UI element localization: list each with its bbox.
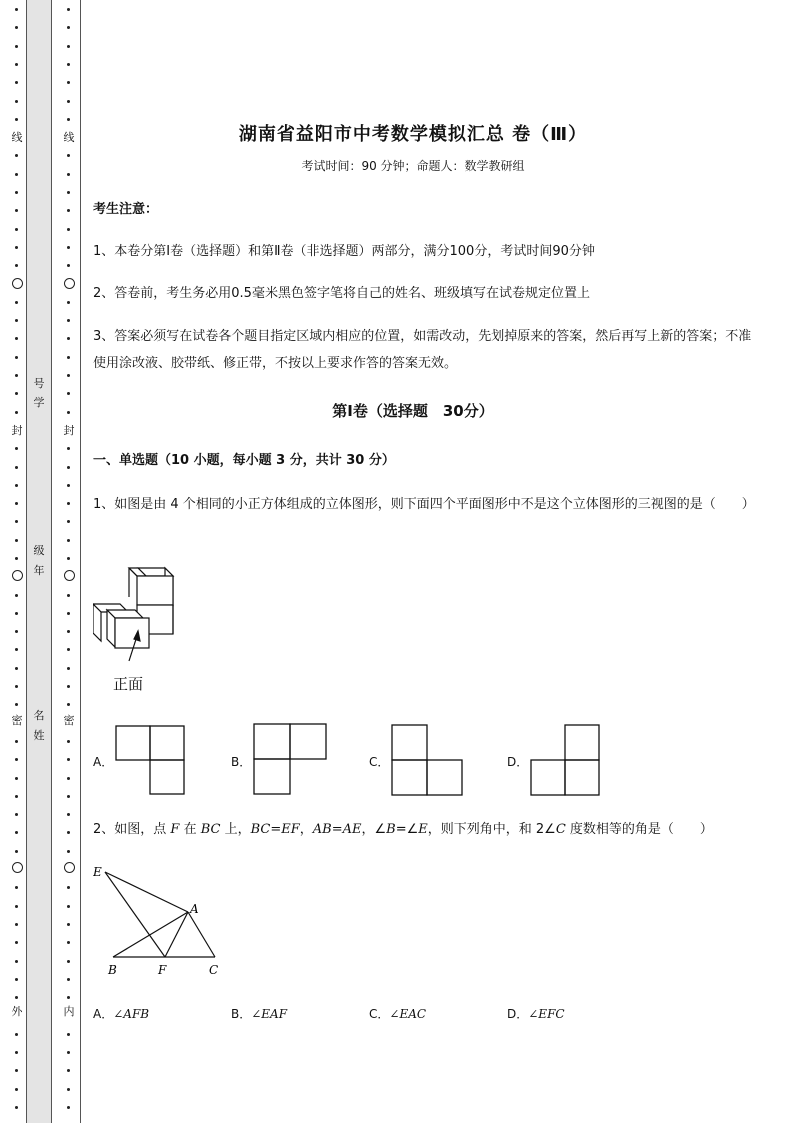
seal-dot: [15, 356, 18, 359]
notice-item: 1、本卷分第Ⅰ卷（选择题）和第Ⅱ卷（非选择题）两部分，满分100分，考试时间90分钟: [93, 244, 595, 259]
seal-dot: [15, 173, 18, 176]
notice-heading: 考生注意：: [93, 202, 159, 217]
part-heading: 一、单选题（10 小题，每小题 3 分，共计 30 分）: [93, 453, 395, 468]
seal-dot: [15, 447, 18, 450]
seal-dot: [67, 703, 70, 706]
option-angle: ∠AFB: [113, 1007, 150, 1021]
binding-gutter: [0, 0, 82, 1123]
option-angle: ∠EAF: [251, 1007, 288, 1021]
seal-dot: [67, 1051, 70, 1054]
seal-dot: [15, 26, 18, 29]
seal-dot: [15, 1051, 18, 1054]
page-title: 湖南省益阳市中考数学模拟汇总 卷（Ⅲ）: [238, 124, 588, 145]
field-label: 级: [33, 544, 45, 557]
seal-dot: [15, 264, 18, 267]
seal-dot: [67, 337, 70, 340]
seal-dot: [67, 1069, 70, 1072]
seal-dot: [15, 960, 18, 963]
seal-dot: [67, 996, 70, 999]
q1-option-b-label[interactable]: B．: [231, 755, 252, 769]
seal-dot: [67, 612, 70, 615]
seal-dot: [67, 795, 70, 798]
seal-dot: [67, 539, 70, 542]
seal-dot: [15, 630, 18, 633]
seal-dot: [67, 905, 70, 908]
seal-dot: [15, 557, 18, 560]
seal-dot: [15, 740, 18, 743]
seal-dot: [15, 831, 18, 834]
seal-circle: [12, 278, 23, 289]
seal-dot: [15, 484, 18, 487]
seal-dot: [67, 978, 70, 981]
option-angle: ∠EAC: [389, 1007, 427, 1021]
exam-subtitle: 考试时间：90 分钟；命题人：数学教研组: [301, 159, 525, 173]
seal-dot: [15, 45, 18, 48]
seal-mark: 内: [61, 1005, 77, 1019]
seal-dot: [67, 941, 70, 944]
seal-dot: [67, 813, 70, 816]
seal-mark: 封: [9, 424, 25, 438]
seal-dot: [67, 209, 70, 212]
seal-dot: [67, 648, 70, 651]
seal-dot: [15, 978, 18, 981]
q2-math: F: [170, 822, 180, 837]
seal-dot: [15, 411, 18, 414]
seal-dot: [15, 813, 18, 816]
seal-dot: [15, 374, 18, 377]
seal-dot: [15, 612, 18, 615]
triangle-figure: [93, 862, 228, 982]
cube-figure: [93, 562, 178, 664]
option-letter: C．: [369, 1007, 390, 1021]
seal-mark: 密: [9, 714, 25, 728]
point-label: E: [93, 865, 102, 879]
q1-option-d-figure[interactable]: [530, 724, 600, 796]
seal-dot: [15, 905, 18, 908]
seal-dot: [15, 191, 18, 194]
seal-dot: [15, 594, 18, 597]
seal-dot: [15, 703, 18, 706]
q1-option-a-label[interactable]: A．: [93, 755, 114, 769]
seal-dot: [15, 1069, 18, 1072]
seal-dot: [67, 831, 70, 834]
q1-option-d-label[interactable]: D．: [507, 755, 529, 769]
q2-math: B: [386, 822, 396, 837]
q2-text-part: ，∠: [361, 822, 387, 837]
point-label: A: [190, 902, 199, 916]
seal-dot: [67, 100, 70, 103]
seal-dot: [67, 557, 70, 560]
seal-dot: [15, 209, 18, 212]
option-letter: A．: [93, 1007, 114, 1021]
q2-text-part: 在: [179, 822, 201, 837]
seal-dot: [67, 356, 70, 359]
seal-circle: [64, 862, 75, 873]
q2-option-b[interactable]: [231, 1006, 287, 1022]
seal-dot: [15, 337, 18, 340]
q2-math: E: [418, 822, 428, 837]
seal-dot: [15, 118, 18, 121]
seal-dot: [15, 301, 18, 304]
seal-dot: [67, 8, 70, 11]
q2-math: BC=EF: [250, 822, 300, 837]
seal-dot: [67, 246, 70, 249]
q2-text-part: 2、如图，点: [93, 822, 171, 837]
seal-dot: [15, 795, 18, 798]
q2-text-part: =∠: [395, 822, 419, 837]
seal-dot: [67, 1033, 70, 1036]
point-label: B: [108, 963, 117, 977]
seal-dot: [15, 392, 18, 395]
seal-mark: 密: [61, 714, 77, 728]
seal-dot: [67, 191, 70, 194]
seal-dot: [15, 886, 18, 889]
seal-dot: [15, 466, 18, 469]
seal-dot: [15, 319, 18, 322]
point-label: C: [209, 963, 219, 977]
seal-dot: [67, 777, 70, 780]
seal-dot: [67, 758, 70, 761]
seal-dot: [67, 228, 70, 231]
q1-option-c-figure[interactable]: [391, 724, 463, 796]
seal-dot: [15, 850, 18, 853]
seal-dot: [15, 63, 18, 66]
option-angle: ∠EFC: [528, 1007, 565, 1021]
seal-dot: [15, 520, 18, 523]
seal-circle: [64, 278, 75, 289]
seal-dot: [15, 154, 18, 157]
seal-dot: [67, 1106, 70, 1109]
q2-text-part: 度数相等的角是（ ）: [565, 822, 713, 837]
seal-dot: [67, 520, 70, 523]
seal-circle: [12, 862, 23, 873]
question-1-text: 1、如图是由 4 个相同的小正方体组成的立体图形，则下面四个平面图形中不是这个立体图形的三视图的是（ ）: [93, 497, 755, 512]
seal-dot: [67, 26, 70, 29]
front-label: 正面: [113, 675, 144, 693]
seal-dot: [67, 264, 70, 267]
q1-option-b-figure[interactable]: [253, 723, 327, 795]
seal-dot: [67, 886, 70, 889]
seal-dot: [15, 923, 18, 926]
gutter-rule: [80, 0, 81, 1123]
notice-item: 3、答案必须写在试卷各个题目指定区域内相应的位置，如需改动，先划掉原来的答案，然后再写上新的答案；不准使用涂改液、胶带纸、修正带，不按以上要求作答的答案无效。: [93, 329, 752, 371]
seal-dot: [15, 100, 18, 103]
seal-dot: [15, 246, 18, 249]
seal-mark: 外: [9, 1005, 25, 1019]
seal-dot: [67, 118, 70, 121]
seal-dot: [15, 777, 18, 780]
seal-dot: [67, 923, 70, 926]
field-label: 学: [33, 396, 45, 409]
q2-text-part: ，: [299, 822, 313, 837]
seal-mark: 线: [61, 131, 77, 145]
q2-option-d[interactable]: [507, 1006, 565, 1022]
point-label: F: [158, 963, 167, 977]
seal-dot: [15, 648, 18, 651]
seal-dot: [67, 411, 70, 414]
section-title: 第Ⅰ卷（选择题 30分）: [332, 402, 494, 420]
seal-dot: [67, 173, 70, 176]
seal-mark: 线: [9, 131, 25, 145]
seal-dot: [15, 502, 18, 505]
seal-dot: [15, 8, 18, 11]
seal-dot: [15, 667, 18, 670]
seal-dot: [67, 740, 70, 743]
field-label: 号: [33, 377, 45, 390]
seal-dot: [67, 685, 70, 688]
q2-option-c[interactable]: [369, 1006, 426, 1022]
seal-dot: [67, 502, 70, 505]
seal-dot: [67, 594, 70, 597]
option-letter: B．: [231, 1007, 252, 1021]
seal-dot: [15, 941, 18, 944]
seal-circle: [64, 570, 75, 581]
seal-dot: [67, 667, 70, 670]
field-label: 姓: [33, 729, 45, 742]
seal-dot: [15, 996, 18, 999]
seal-dot: [67, 319, 70, 322]
seal-dot: [67, 484, 70, 487]
seal-dot: [15, 81, 18, 84]
seal-dot: [15, 685, 18, 688]
inner-seal-line: [65, 0, 73, 1123]
seal-dot: [67, 447, 70, 450]
seal-dot: [67, 850, 70, 853]
seal-dot: [67, 81, 70, 84]
seal-dot: [67, 154, 70, 157]
q2-math: C: [555, 822, 566, 837]
seal-dot: [15, 539, 18, 542]
seal-dot: [15, 228, 18, 231]
seal-dot: [67, 301, 70, 304]
seal-dot: [67, 1088, 70, 1091]
question-2-text: [93, 818, 753, 842]
seal-dot: [15, 1033, 18, 1036]
seal-dot: [67, 466, 70, 469]
option-letter: D．: [507, 1007, 529, 1021]
notice-item: 2、答卷前，考生务必用0.5毫米黑色签字笔将自己的姓名、班级填写在试卷规定位置上: [93, 286, 590, 301]
seal-dot: [67, 392, 70, 395]
q2-text-part: 上，: [220, 822, 251, 837]
seal-dot: [15, 1106, 18, 1109]
seal-dot: [15, 1088, 18, 1091]
q2-option-a[interactable]: [93, 1006, 149, 1022]
field-label: 名: [33, 709, 45, 722]
seal-dot: [67, 960, 70, 963]
q2-text-part: ，则下列角中，和 2∠: [427, 822, 556, 837]
seal-dot: [15, 758, 18, 761]
q2-math: BC: [200, 822, 221, 837]
seal-mark: 封: [61, 424, 77, 438]
outer-seal-line: [13, 0, 21, 1123]
seal-circle: [12, 570, 23, 581]
q1-option-a-figure[interactable]: [115, 725, 185, 795]
field-label: 年: [33, 564, 45, 577]
seal-dot: [67, 374, 70, 377]
student-info-strip: [26, 0, 52, 1123]
q2-math: AB=AE: [312, 822, 362, 837]
q1-option-c-label[interactable]: C．: [369, 755, 390, 769]
seal-dot: [67, 45, 70, 48]
seal-dot: [67, 630, 70, 633]
seal-dot: [67, 63, 70, 66]
